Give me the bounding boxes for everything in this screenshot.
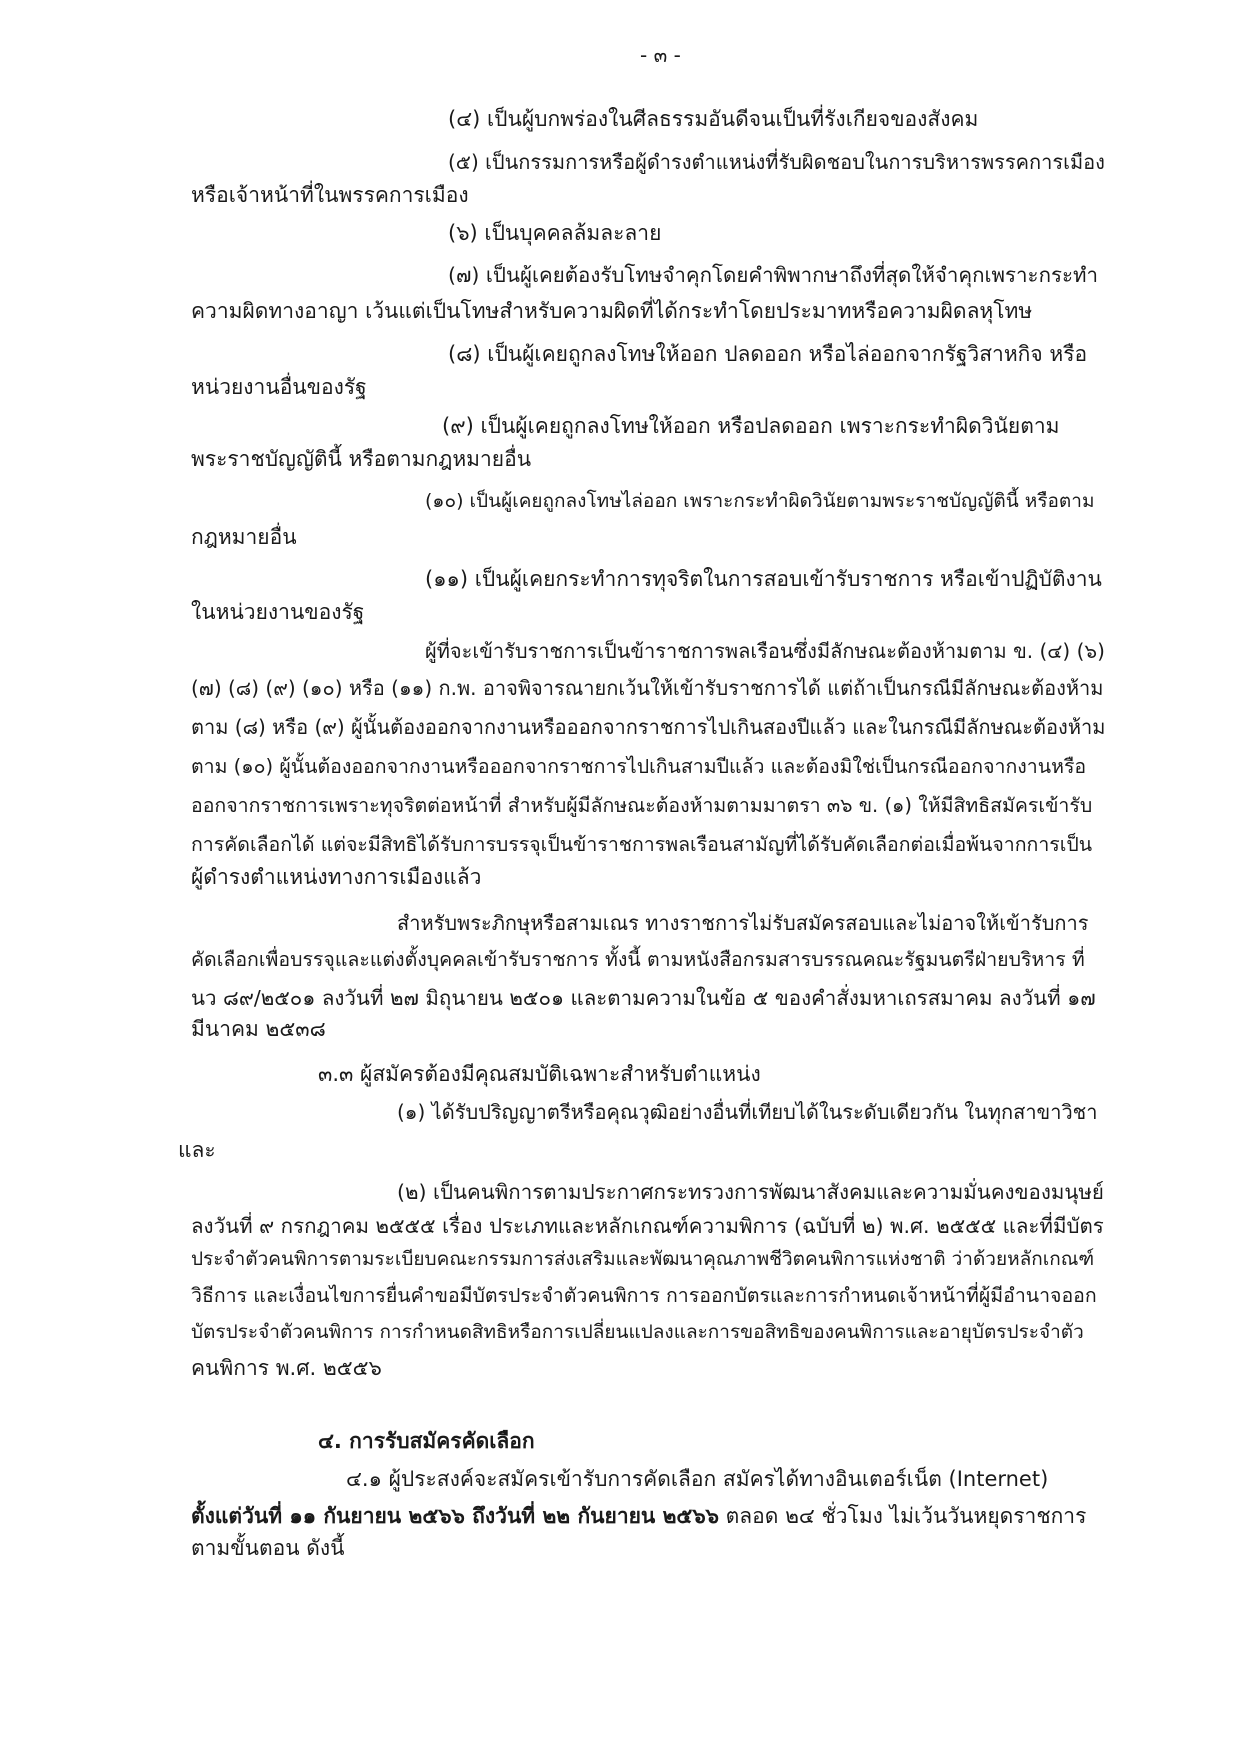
qualification-item-9-cont: พระราชบัญญัตินี้ หรือตามกฎหมายอื่น bbox=[191, 447, 532, 471]
section-4-1-line-1: ๔.๑ ผู้ประสงค์จะสมัครเข้ารับการคัดเลือก สมัครได้ทางอินเตอร์เน็ต (Internet) bbox=[346, 1467, 1049, 1491]
exemption-paragraph-line-6: การคัดเลือกได้ แต่จะมีสิทธิได้รับการบรรจุเป็นข้าราชการพลเรือนสามัญที่ได้รับคัดเลือกต่อเมื่อพ้นจากการเป็น bbox=[191, 833, 1093, 856]
monk-paragraph-line-3: นว ๘๙/๒๕๐๑ ลงวันที่ ๒๗ มิถุนายน ๒๕๐๑ และตามความในข้อ ๕ ของคำสั่งมหาเถรสมาคม ลงวันที่ ๑๗ bbox=[191, 986, 1096, 1010]
qualification-item-11: (๑๑) เป็นผู้เคยกระทำการทุจริตในการสอบเข้ารับราชการ หรือเข้าปฏิบัติงาน bbox=[425, 567, 1102, 591]
section-3-3-item-2-line-5: บัตรประจำตัวคนพิการ การกำหนดสิทธิหรือการเปลี่ยนแปลงและการขอสิทธิของคนพิการและอายุบัตรประจำตัว bbox=[191, 1321, 1084, 1343]
application-period-rest: ตลอด ๒๔ ชั่วโมง ไม่เว้นวันหยุดราชการ bbox=[718, 1504, 1087, 1528]
exemption-paragraph-line-5: ออกจากราชการเพราะทุจริตต่อหน้าที่ สำหรับผู้มีลักษณะต้องห้ามตามมาตรา ๓๖ ข. (๑) ให้มีสิทธิสมัครเข้ารับ bbox=[191, 794, 1093, 817]
qualification-item-10: (๑๐) เป็นผู้เคยถูกลงโทษไล่ออก เพราะกระทำผิดวินัยตามพระราชบัญญัตินี้ หรือตาม bbox=[425, 490, 1095, 512]
qualification-item-4: (๔) เป็นผู้บกพร่องในศีลธรรมอันดีจนเป็นที่รังเกียจของสังคม bbox=[448, 107, 979, 131]
page-number: - ๓ - bbox=[640, 43, 681, 67]
section-3-3-item-2-line-2: ลงวันที่ ๙ กรกฎาคม ๒๕๕๕ เรื่อง ประเภทและหลักเกณฑ์ความพิการ (ฉบับที่ ๒) พ.ศ. ๒๕๕๕ และที่มีบัตร bbox=[191, 1214, 1104, 1238]
section-4-heading: ๔. การรับสมัครคัดเลือก bbox=[318, 1429, 535, 1453]
application-period: ตั้งแต่วันที่ ๑๑ กันยายน ๒๕๖๖ ถึงวันที่ ๒๒ กันยายน ๒๕๖๖ bbox=[191, 1504, 719, 1528]
section-3-3-item-2-line-4: วิธีการ และเงื่อนไขการยื่นคำขอมีบัตรประจำตัวคนพิการ การออกบัตรและการกำหนดเจ้าหน้าที่ผู้มีอำนาจออก bbox=[191, 1284, 1097, 1307]
monk-paragraph-line-1: สำหรับพระภิกษุหรือสามเณร ทางราชการไม่รับสมัครสอบและไม่อาจให้เข้ารับการ bbox=[397, 911, 1089, 935]
qualification-item-5-cont: หรือเจ้าหน้าที่ในพรรคการเมือง bbox=[191, 183, 469, 207]
monk-paragraph-line-2: คัดเลือกเพื่อบรรจุและแต่งตั้งบุคคลเข้ารับราชการ ทั้งนี้ ตามหนังสือกรมสารบรรณคณะรัฐมนตรีฝ่ายบริหาร ที่ bbox=[191, 948, 1085, 971]
section-3-3-item-2-line-3: ประจำตัวคนพิการตามระเบียบคณะกรรมการส่งเสริมและพัฒนาคุณภาพชีวิตคนพิการแห่งชาติ ว่าด้วยหลักเกณฑ์ bbox=[191, 1248, 1095, 1270]
qualification-item-9: (๙) เป็นผู้เคยถูกลงโทษให้ออก หรือปลดออก เพราะกระทำผิดวินัยตาม bbox=[442, 414, 1060, 438]
exemption-paragraph-line-3: ตาม (๘) หรือ (๙) ผู้นั้นต้องออกจากงานหรือออกจากราชการไปเกินสองปีแล้ว และในกรณีมีลักษณะต้องห้าม bbox=[191, 715, 1106, 739]
qualification-item-10-cont: กฎหมายอื่น bbox=[191, 525, 297, 549]
qualification-item-7: (๗) เป็นผู้เคยต้องรับโทษจำคุกโดยคำพิพากษาถึงที่สุดให้จำคุกเพราะกระทำ bbox=[448, 263, 1099, 287]
section-3-3-item-1-cont: และ bbox=[178, 1138, 216, 1162]
exemption-paragraph-line-2: (๗) (๘) (๙) (๑๐) หรือ (๑๑) ก.พ. อาจพิจารณายกเว้นให้เข้ารับราชการได้ แต่ถ้าเป็นกรณีมีลักษณะต้องห้าม bbox=[191, 676, 1104, 700]
qualification-item-7-cont: ความผิดทางอาญา เว้นแต่เป็นโทษสำหรับความผิดที่ได้กระทำโดยประมาทหรือความผิดลหุโทษ bbox=[191, 299, 1033, 323]
qualification-item-8-cont: หน่วยงานอื่นของรัฐ bbox=[191, 375, 367, 399]
exemption-paragraph-line-1: ผู้ที่จะเข้ารับราชการเป็นข้าราชการพลเรือนซึ่งมีลักษณะต้องห้ามตาม ข. (๔) (๖) bbox=[425, 639, 1105, 663]
qualification-item-6: (๖) เป็นบุคคลล้มละลาย bbox=[448, 221, 662, 245]
exemption-paragraph-line-4: ตาม (๑๐) ผู้นั้นต้องออกจากงานหรือออกจากราชการไปเกินสามปีแล้ว และต้องมิใช่เป็นกรณีออกจากงานหรือ bbox=[191, 755, 1087, 778]
exemption-paragraph-line-7: ผู้ดำรงตำแหน่งทางการเมืองแล้ว bbox=[191, 865, 482, 889]
section-3-3-heading: ๓.๓ ผู้สมัครต้องมีคุณสมบัติเฉพาะสำหรับตำแหน่ง bbox=[318, 1062, 761, 1086]
section-4-1-line-3: ตามขั้นตอน ดังนี้ bbox=[191, 1536, 345, 1560]
qualification-item-11-cont: ในหน่วยงานของรัฐ bbox=[191, 600, 365, 624]
section-3-3-item-2: (๒) เป็นคนพิการตามประกาศกระทรวงการพัฒนาสังคมและความมั่นคงของมนุษย์ bbox=[397, 1180, 1104, 1204]
section-3-3-item-2-line-6: คนพิการ พ.ศ. ๒๕๕๖ bbox=[191, 1356, 382, 1380]
section-4-1-line-2 bbox=[191, 1501, 1086, 1531]
qualification-item-5: (๕) เป็นกรรมการหรือผู้ดำรงตำแหน่งที่รับผิดชอบในการบริหารพรรคการเมือง bbox=[448, 150, 1105, 174]
qualification-item-8: (๘) เป็นผู้เคยถูกลงโทษให้ออก ปลดออก หรือไล่ออกจากรัฐวิสาหกิจ หรือ bbox=[448, 342, 1088, 366]
section-3-3-item-1: (๑) ได้รับปริญญาตรีหรือคุณวุฒิอย่างอื่นที่เทียบได้ในระดับเดียวกัน ในทุกสาขาวิชา bbox=[397, 1100, 1098, 1124]
monk-paragraph-line-4: มีนาคม ๒๕๓๘ bbox=[191, 1017, 326, 1041]
